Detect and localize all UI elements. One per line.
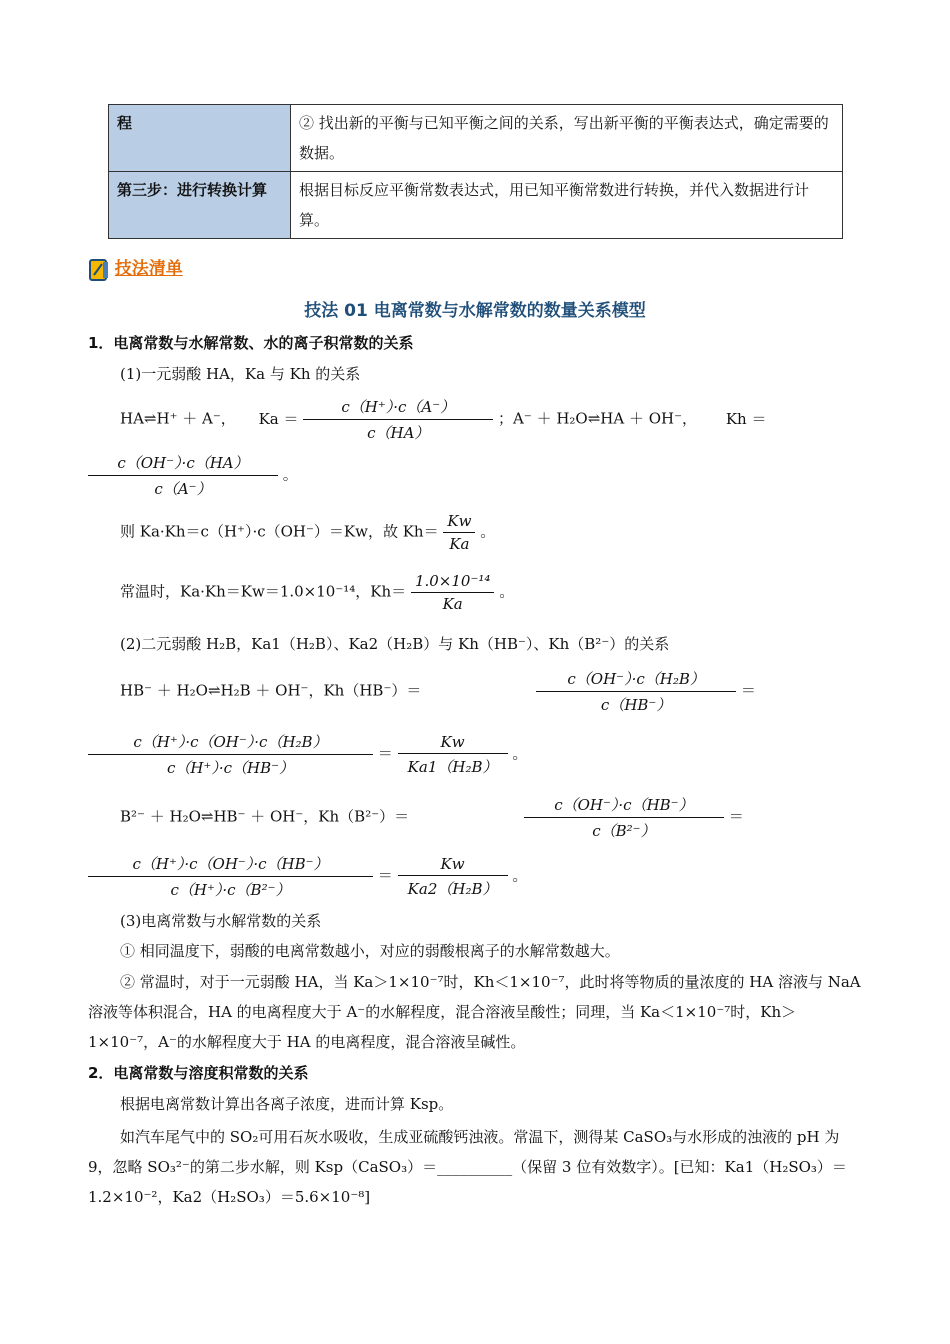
equation-7 [88, 853, 527, 900]
notebook-icon [88, 258, 110, 282]
equation-2 [120, 512, 495, 553]
fraction [88, 731, 373, 778]
eq-text: 。 [512, 866, 528, 885]
eq-text: HA⇌H⁺ ＋ A⁻， [120, 409, 236, 428]
table-row [109, 105, 843, 172]
numerator: c（H⁺）·c（OH⁻）·c（H₂B） [88, 731, 373, 755]
desc-cell: ② 找出新的平衡与已知平衡之间的关系，写出新平衡的平衡表达式，确定需要的数据。 [291, 105, 843, 172]
step-cell: 第三步：进行转换计算 [109, 172, 291, 239]
equation-3 [120, 572, 514, 613]
numerator: Kw [398, 855, 508, 876]
denominator: c（B²⁻） [592, 822, 656, 840]
eq-text: B²⁻ ＋ H₂O⇌HB⁻ ＋ OH⁻，Kh（B²⁻）＝ [120, 807, 410, 826]
denominator: Ka2（H₂B） [407, 879, 498, 898]
equation-5 [88, 731, 527, 778]
equation-6 [120, 794, 744, 841]
numerator: c（H⁺）·c（OH⁻）·c（HB⁻） [88, 853, 373, 877]
eq-text: 。 [282, 465, 298, 484]
denominator: c（A⁻） [154, 480, 212, 498]
eq-text: 。 [512, 744, 528, 763]
denominator: Ka [442, 595, 463, 613]
subheading-3: (3)电离常数与水解常数的关系 [120, 912, 322, 930]
subheading-1: (1)一元弱酸 HA，Ka 与 Kh 的关系 [120, 365, 361, 383]
fraction [303, 396, 493, 443]
eq-text: Kh ＝ [725, 409, 767, 428]
denominator: Ka1（H₂B） [407, 757, 498, 776]
equation-1 [120, 396, 766, 443]
numerator: Kw [398, 733, 508, 754]
table-row [109, 172, 843, 239]
numerator: c（OH⁻）·c（HB⁻） [524, 794, 724, 818]
subheading-2: (2)二元弱酸 H₂B，Ka1（H₂B）、Ka2（H₂B）与 Kh（HB⁻）、Kh（B²⁻）的关系 [120, 635, 670, 653]
eq-text: ；A⁻ ＋ H₂O⇌HA ＋ OH⁻， [498, 409, 698, 428]
equation-1b [88, 452, 298, 499]
section-header [88, 254, 183, 282]
numerator: c（OH⁻）·c（HA） [88, 452, 278, 476]
numerator: c（H⁺）·c（A⁻） [303, 396, 493, 420]
desc-cell: 根据目标反应平衡常数表达式，用已知平衡常数进行转换，并代入数据进行计算。 [291, 172, 843, 239]
step-cell: 程 [109, 105, 291, 172]
numerator: c（OH⁻）·c（H₂B） [536, 668, 736, 692]
denominator: c（H⁺）·c（B²⁻） [170, 881, 291, 899]
eq-text: ＝ [377, 744, 393, 763]
fraction [398, 855, 508, 899]
eq-text: 常温时，Ka·Kh＝Kw＝1.0×10⁻¹⁴，Kh＝ [120, 582, 407, 601]
denominator: c（HB⁻） [600, 696, 672, 714]
numerator: Kw [443, 512, 475, 533]
denominator: c（H⁺）·c（HB⁻） [166, 759, 295, 777]
eq-text: Ka ＝ [258, 409, 299, 428]
paragraph: ① 相同温度下，弱酸的电离常数越小，对应的弱酸根离子的水解常数越大。 [120, 942, 620, 960]
fraction [88, 452, 278, 499]
denominator: Ka [449, 535, 470, 553]
technique-title: 技法 01 电离常数与水解常数的数量关系模型 [304, 301, 646, 321]
eq-text: 则 Ka·Kh＝c（H⁺）·c（OH⁻）＝Kw，故 Kh＝ [120, 522, 439, 541]
eq-text: ＝ [740, 681, 756, 700]
fraction [443, 512, 475, 553]
fraction [536, 668, 736, 715]
section-title: 技法清单 [114, 259, 183, 279]
heading-1: 1．电离常数与水解常数、水的离子积常数的关系 [88, 334, 414, 352]
denominator: c（HA） [367, 424, 430, 442]
eq-text: HB⁻ ＋ H₂O⇌H₂B ＋ OH⁻，Kh（HB⁻）＝ [120, 681, 422, 700]
eq-text: ＝ [377, 866, 393, 885]
fraction [398, 733, 508, 777]
paragraph: 如汽车尾气中的 SO₂可用石灰水吸收，生成亚硫酸钙浊液。常温下，测得某 CaSO₃与水形成的浊液的 pH 为 9，忽略 SO₃²⁻的第二步水解，则 Ksp（CaSO₃）＝__________（保留 3 位有效数字）。[已知：Ka1（H₂SO₃）＝1.2×10⁻²，Ka2（H₂SO₃）＝5.6×10⁻⁸] [88, 1128, 847, 1206]
paragraph: ② 常温时，对于一元弱酸 HA，当 Ka＞1×10⁻⁷时，Kh＜1×10⁻⁷，此时将等物质的量浓度的 HA 溶液与 NaA 溶液等体积混合，HA 的电离程度大于 A⁻的水解程度，混合溶液呈酸性；同理，当 Ka＜1×10⁻⁷时，Kh＞1×10⁻⁷，A⁻的水解程度大于 HA 的电离程度，混合溶液呈碱性。 [88, 973, 861, 1051]
fraction [411, 572, 494, 613]
heading-2: 2．电离常数与溶度积常数的关系 [88, 1064, 309, 1082]
eq-text: ＝ [728, 807, 744, 826]
equation-4 [120, 668, 756, 715]
numerator: 1.0×10⁻¹⁴ [411, 572, 494, 593]
paragraph: 根据电离常数计算出各离子浓度，进而计算 Ksp。 [120, 1095, 454, 1113]
steps-table [108, 104, 843, 239]
eq-text: 。 [499, 582, 515, 601]
fraction [88, 853, 373, 900]
eq-text: 。 [480, 522, 496, 541]
fraction [524, 794, 724, 841]
